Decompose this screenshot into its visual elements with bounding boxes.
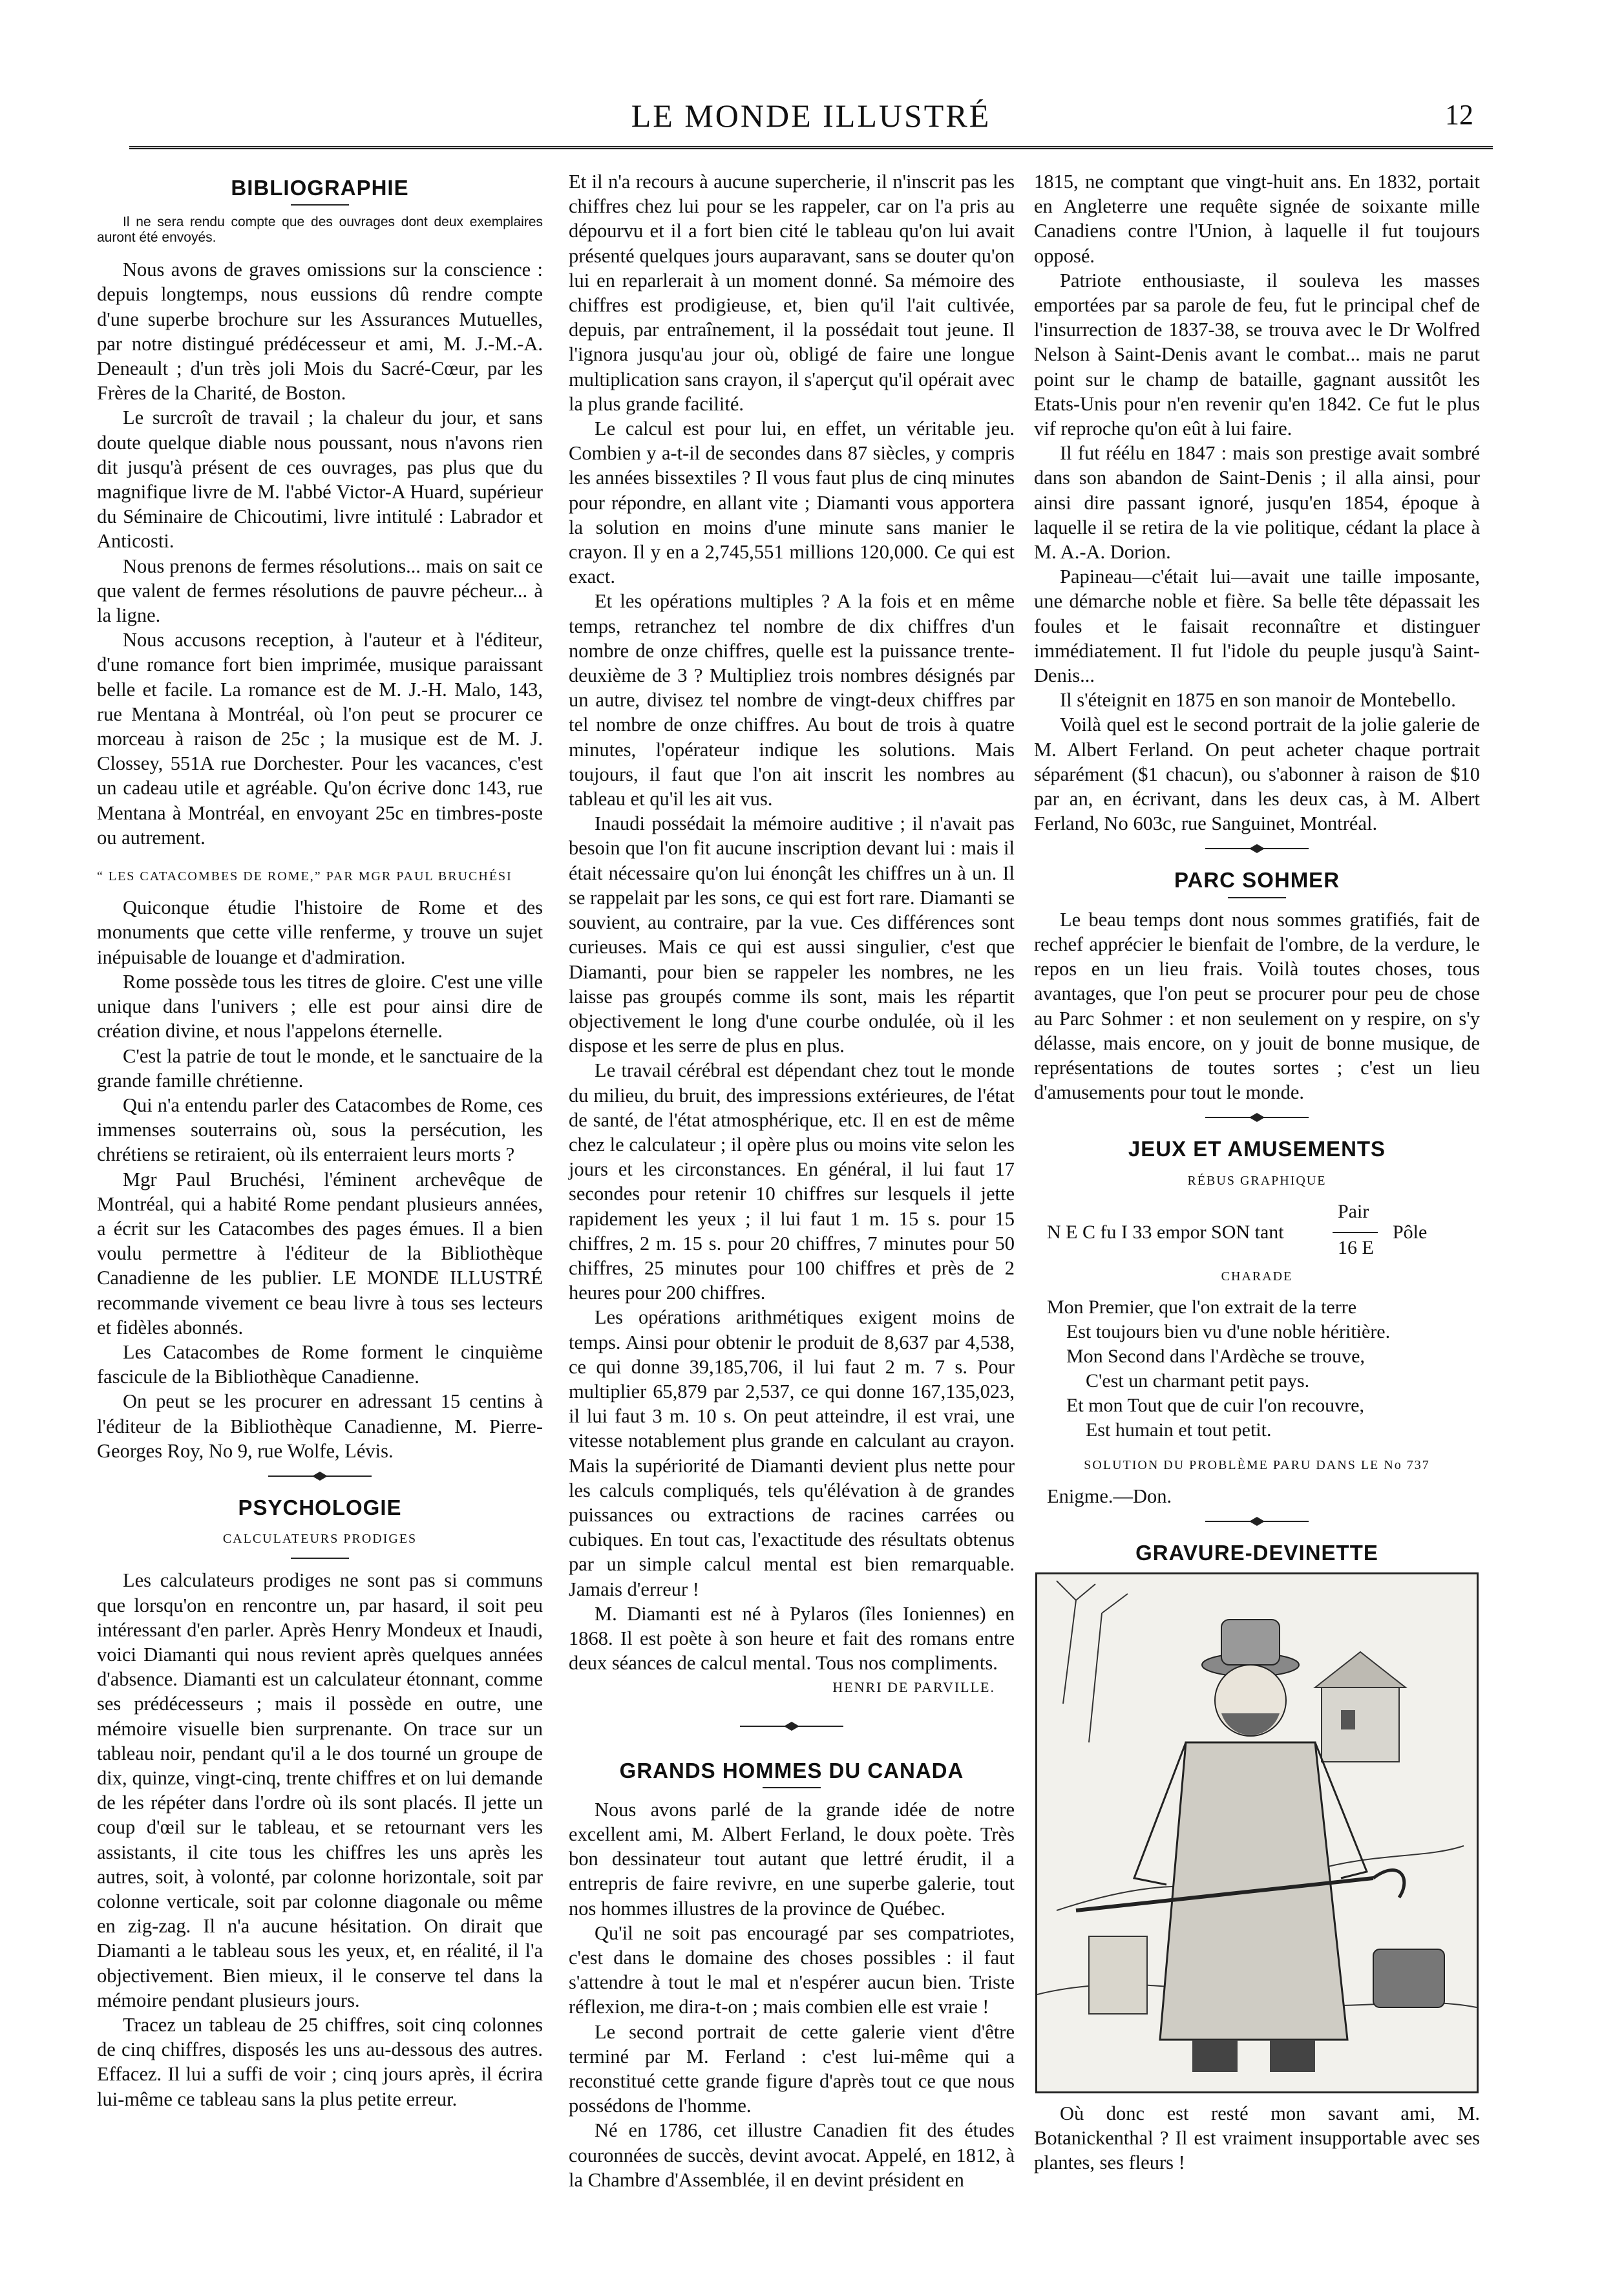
paragraph: M. Diamanti est né à Pylaros (îles Ioniennes) en 1868. Il est poète à son heure et fait des romans entre deux séances de calcul mental. Tous nos compliments. xyxy=(569,1602,1015,1675)
solution-label: SOLUTION DU PROBLÈME PARU DANS LE No 737 xyxy=(1084,1457,1430,1472)
paragraph: Nous avons parlé de la grande idée de notre excellent ami, M. Albert Ferland, le doux poète. Très bon dessinateur tout autant que lettré érudit, il a entrepris de faire revivre, en une superbe galerie, tout nos hommes illustres de la province de Québec. xyxy=(569,1798,1015,1920)
paragraph: Et les opérations multiples ? A la fois et en même temps, retranchez tel nombre de dix chiffres d'un nombre de onze chiffres, quelle est la puissance trente-deuxième de 3 ? Multipliez trois nombres désignés par un autre, divisez tel nombre de vingt-deux chiffres par tel nombre de onze chiffres. Au bout de trois à quatre minutes, l'opérateur indique les solutions. Mais toujours, il faut que l'on ait inscrit les nombres au tableau et qu'il les ait vus. xyxy=(569,590,1015,810)
ornament-icon xyxy=(268,1471,372,1481)
paragraph: Le surcroît de travail ; la chaleur du jour, et sans doute quelque diable nous poussant, nous n'avons rien dit jusqu'à présent de ces ouvrages, pas plus que du magnifique livre de M. l'abbé Victor-A Huard, supérieur du Séminaire de Chicoutimi, livre intitulé : Labrador et Anticosti. xyxy=(97,407,543,553)
paragraph: Patriote enthousiaste, il souleva les masses emportées par sa parole de feu, fut le principal chef de l'insurrection de 1837-38, se trouva avec le Dr Wolfred Nelson à Saint-Denis avant le combat... mais ne parut point sur le champ de bataille, gagnant aussitôt les Etats-Unis pour n'en revenir qu'en 1842. Ce fut le plus vif reproche qu'on eût à lui faire. xyxy=(1034,269,1480,440)
column-2 xyxy=(569,169,1015,2192)
paragraph: Les opérations arithmétiques exigent moins de temps. Ainsi pour obtenir le produit de 8,637 par 4,538, ce qui donne 39,185,706, il lui faut 2 m. 7 s. Pour multiplier 65,879 par 2,537, ce qui donne 167,135,023, il lui faut 3 m. 10 s. On peut atteindre, il est vrai, une vitesse notablement plus grande en calculant au crayon. Mais la supériorité de Diamanti devient plus nette pour les calculs compliqués, tels qu'élévation à de grandes puissances ou extractions de racines carrées ou cubiques. En tout cas, l'exactitude des résultats obtenus par un simple calcul mental est bien remarquable. Jamais d'erreur ! xyxy=(569,1306,1015,1600)
paragraph: Nous avons de graves omissions sur la conscience : depuis longtemps, nous eussions dû rendre compte d'une superbe brochure sur les Assurances Mutuelles, par notre distingué prédécesseur et ami, M. J.-M.-A. Deneault ; d'un très joli Mois du Sacré-Cœur, par les Frères de la Charité, de Boston. xyxy=(97,259,543,405)
paragraph: Tracez un tableau de 25 chiffres, soit cinq colonnes de cinq chiffres, disposés les uns au-dessous des autres. Effacez. Il lui a suffi de voir ; cinq jours après, il écrira lui-même ce tableau sans la plus petite erreur. xyxy=(97,2014,543,2110)
biblio-note: Il ne sera rendu compte que des ouvrages dont deux exemplaires auront été envoyés. xyxy=(97,215,543,246)
charade-poem xyxy=(1034,1295,1480,1443)
ornament-divider xyxy=(1034,836,1480,862)
title-rule xyxy=(763,1787,821,1788)
section-subtitle: CALCULATEURS PRODIGES xyxy=(222,1532,417,1547)
title-rule xyxy=(291,204,349,206)
column-1 xyxy=(97,169,543,2111)
paragraph: Quiconque étudie l'histoire de Rome et des monuments que cette ville renferme, y trouve un sujet inépuisable de louange et d'admiration. xyxy=(97,896,543,968)
poem-line: Et mon Tout que de cuir l'on recouvre, xyxy=(1066,1394,1364,1416)
masthead-title: LE MONDE ILLUSTRÉ xyxy=(631,98,991,134)
paragraph: Le beau temps dont nous sommes gratifiés, fait de rechef apprécier le bienfait de l'ombre, de la verdure, le repos en un lieu frais. Voilà toutes choses, tous avantages, que l'on peut se procurer pour peu de chose au Parc Sohmer : et non seulement on y respire, on s'y délasse, mais encore, on y jouit de bonne musique, de représentations de toutes sortes ; c'est un lieu d'amusements pour tout le monde. xyxy=(1034,908,1480,1104)
paragraph: On peut se les procurer en adressant 15 centins à l'éditeur de la Bibliothèque Canadienne, M. Pierre-Georges Roy, No 9, rue Wolfe, Lévis. xyxy=(97,1390,543,1462)
paragraph: Le travail cérébral est dépendant chez tout le monde du milieu, du bruit, des impressions extérieures, de l'état de santé, de l'état atmosphérique, etc. Il en est de même chez le calculateur ; il opère plus ou moins vite selon les jours et les circonstances. En général, il lui faut 17 secondes pour retenir 10 chiffres sur lesquels il jette rapidement les yeux ; il lui faut 1 m. 15 s. pour 15 chiffres, 2 m. 15 s. pour 20 chiffres, 7 minutes pour 50 chiffres, 25 minutes pour 100 chiffres et près de 2 heures pour 200 chiffres. xyxy=(569,1059,1015,1304)
masthead xyxy=(149,97,1473,139)
ornament-icon xyxy=(740,1721,843,1731)
column-3 xyxy=(1034,169,1480,2175)
illustration-image xyxy=(1037,1574,1477,2091)
paragraph: Les calculateurs prodiges ne sont pas si communs que lorsqu'on en rencontre un, par hasard, il soit peu intéressant d'en parler. Après Henry Mondeux et Inaudi, voici Diamanti qui nous revient après quelques années d'absence. Diamanti est un calculateur étonnant, comme ses prédécesseurs ; mais il possède en outre, une mémoire visuelle bien surprenante. On trace sur un tableau noir, pendant qu'il a le dos tourné un groupe de dix, quinze, vingt-cinq, trente chiffres et on lui demande de les répéter dans l'ordre où ils sont placés. Il jette un coup d'œil sur le tableau, et se retournant vers les assistants, il cite tous les chiffres les uns après les autres, soit, à volonté, par colonne horizontale, soit par colonne verticale, soit par colonne diagonale ou même en zig-zag. Il n'a aucune hésitation. On dirait que Diamanti a le tableau sous les yeux, et, en réalité, il l'a objectivement. Bien mieux, il le conserve tel dans la mémoire pendant plusieurs jours. xyxy=(97,1569,543,2011)
paragraph: Nous prenons de fermes résolutions... mais on sait ce que valent de fermes résolutions de pauvre pécheur... à la ligne. xyxy=(97,555,543,627)
gravure-caption: Où donc est resté mon savant ami, M. Botanickenthal ? Il est vraiment insupportable avec ses plantes, ses fleurs ! xyxy=(1034,2102,1480,2173)
poem-line: Est toujours bien vu d'une noble héritière. xyxy=(1066,1320,1391,1342)
section-title-bibliographie: BIBLIOGRAPHIE xyxy=(231,176,409,200)
rebus-numerator: Pair xyxy=(1338,1200,1369,1222)
paragraph: Le calcul est pour lui, en effet, un véritable jeu. Combien y a-t-il de secondes dans 87 siècles, y compris les années bissextiles ? Il vous faut plus de cinq minutes pour répondre, en allant vite ; Diamanti vous apportera la solution en moins d'une minute sans manier le crayon. Il y en a 2,745,551 millions 120,000. Ce qui est exact. xyxy=(569,418,1015,588)
paragraph: Papineau—c'était lui—avait une taille imposante, une démarche noble et fière. Sa belle tête dépassait les foules et le faisait reconnaître et distinguer immédiatement. Il fut l'idole du peuple jusqu'à Saint-Denis... xyxy=(1034,566,1480,687)
ornament-divider xyxy=(97,1463,543,1489)
charade-label: CHARADE xyxy=(1221,1269,1293,1284)
paragraph: 1815, ne comptant que vingt-huit ans. En 1832, portait en Angleterre une requête signée de soixante mille Canadiens contre l'Union, à laquelle il fut toujours opposé. xyxy=(1034,171,1480,267)
ornament-divider xyxy=(1034,1105,1480,1130)
section-title-jeux: JEUX ET AMUSEMENTS xyxy=(1128,1137,1386,1161)
gravure-illustration xyxy=(1035,1572,1479,2093)
section-title-grands-hommes: GRANDS HOMMES DU CANADA xyxy=(619,1758,964,1782)
rebus-end: Pôle xyxy=(1393,1221,1428,1243)
title-rule xyxy=(1228,897,1286,898)
section-title-psychologie: PSYCHOLOGIE xyxy=(238,1495,402,1519)
paragraph: Il fut réélu en 1847 : mais son prestige avait sombré dans son abandon de Saint-Denis ; il alla ainsi, pour ainsi dire passant ignoré, jusqu'en 1854, époque à laquelle il se retira de la vie politique, cédant la place à M. A.-A. Dorion. xyxy=(1034,442,1480,564)
paragraph: Les Catacombes de Rome forment le cinquième fascicule de la Bibliothèque Canadienne. xyxy=(97,1340,543,1388)
paragraph: Inaudi possédait la mémoire auditive ; il n'avait pas besoin que l'on fit aucune inscription devant lui : mais il était nécessaire qu'on lui énonçât les chiffres un à un. Il se rappelait par les sons, ce qui est fort rare. Diamanti se souvient, au contraire, par la vue. Ces différences sont curieuses. Mais ce qui est aussi singulier, c'est que Diamanti, pour bien se rappeler les nombres, ne les laisse pas groupés comme ils sont, mais les répartit objectivement le long d'une courbe ondulée, où il les dispose et les serre de plus en plus. xyxy=(569,812,1015,1057)
fraction-bar xyxy=(1333,1232,1378,1233)
paragraph: Rome possède tous les titres de gloire. C'est une ville unique dans l'univers ; elle est pour ainsi dire de création divine, et nous l'appelons éternelle. xyxy=(97,970,543,1042)
ornament-divider xyxy=(569,1700,1015,1752)
catacombes-heading: “ LES CATACOMBES DE ROME,” PAR MGR PAUL BRUCHÉSI xyxy=(97,869,512,884)
section-title-parc-sohmer: PARC SOHMER xyxy=(1174,868,1340,893)
masthead-rule xyxy=(129,146,1493,151)
ornament-icon xyxy=(1205,1112,1309,1123)
poem-line: C'est un charmant petit pays. xyxy=(1086,1370,1310,1391)
poem-line: Mon Premier, que l'on extrait de la terre xyxy=(1047,1296,1357,1318)
paragraph: Voilà quel est le second portrait de la jolie galerie de M. Albert Ferland. On peut acheter chaque portrait séparément ($1 chacun), ou s'abonner à raison de $10 par an, en écrivant, dans les deux cas, à M. Albert Ferland, No 603c, rue Sanguinet, Montréal. xyxy=(1034,714,1480,835)
paragraph: Qui n'a entendu parler des Catacombes de Rome, ces immenses souterrains où, sous la persécution, les chrétiens se retiraient, où ils enterraient leurs morts ? xyxy=(97,1094,543,1166)
poem-line: Est humain et tout petit. xyxy=(1086,1419,1272,1441)
rebus-puzzle xyxy=(1034,1200,1480,1258)
poem-line: Mon Second dans l'Ardèche se trouve, xyxy=(1066,1345,1365,1367)
paragraph: Nous accusons reception, à l'auteur et à l'éditeur, d'une romance fort bien imprimée, musique paraissant belle et facile. La romance est de M. J.-H. Malo, 143, rue Mentana à Montréal, où l'on peut se procurer ce morceau à raison de 25c ; la musique est de M. J. Clossey, 551A rue Dorchester. Pour les vacances, c'est un cadeau utile et agréable. Qu'on écrive donc 143, rue Mentana à Montréal, en envoyant 25c en timbres-poste ou autrement. xyxy=(97,629,543,849)
rebus-denominator: 16 E xyxy=(1338,1236,1374,1258)
paragraph: Né en 1786, cet illustre Canadien fit des études couronnées de succès, devint avocat. Appelé, en 1812, à la Chambre d'Assemblée, il en devint président en xyxy=(569,2119,1015,2191)
paragraph: Et il n'a recours à aucune supercherie, il n'inscrit pas les chiffres chez lui pour se les rappeler, car on l'a pris au dépourvu et il a fort bien cité le tableau qu'on lui avait présenté quelques jours auparavant, sans se douter qu'on lui en reparlerait à un moment donné. Sa mémoire des chiffres est prodigieuse, et, bien qu'il l'ait cultivée, depuis, par entraînement, il la possédait tout jeune. Il l'ignora jusqu'au jour où, obligé de faire une longue multiplication sans crayon, il s'aperçut qu'il opérait avec la plus grande facilité. xyxy=(569,171,1015,415)
ornament-icon xyxy=(1205,843,1309,854)
paragraph: Qu'il ne soit pas encouragé par ses compatriotes, c'est dans le domaine des choses possibles : il faut s'attendre à tout le mal et n'espérer aucun bien. Triste réflexion, me dira-t-on ; mais combien elle est vraie ! xyxy=(569,1921,1015,2018)
paragraph: C'est la patrie de tout le monde, et le sanctuaire de la grande famille chrétienne. xyxy=(97,1044,543,1092)
paragraph: Mgr Paul Bruchési, l'éminent archevêque de Montréal, qui a habité Rome pendant plusieurs années, a écrit sur les Catacombes des pages émues. Il a bien voulu permettre à l'éditeur de la Bibliothèque Canadienne de les publier. LE MONDE ILLUSTRÉ recommande vivement ce beau livre à tous ses lecteurs et fidèles abonnés. xyxy=(97,1168,543,1338)
ornament-icon xyxy=(1205,1516,1309,1527)
ornament-divider xyxy=(1034,1508,1480,1534)
paragraph: Il s'éteignit en 1875 en son manoir de Montebello. xyxy=(1060,689,1456,712)
paragraph: Le second portrait de cette galerie vient d'être terminé par M. Ferland : c'est lui-même qui a reconstitué cette grande figure d'après tout ce que nous possédons de l'homme. xyxy=(569,2020,1015,2117)
rebus-text: N E C fu I 33 empor SON tant xyxy=(1047,1221,1284,1243)
page-number: 12 xyxy=(1445,99,1473,131)
solution-text: Enigme.—Don. xyxy=(1047,1485,1172,1508)
section-title-gravure: GRAVURE-DEVINETTE xyxy=(1135,1541,1378,1565)
title-rule xyxy=(291,1558,349,1559)
author-signature: HENRI DE PARVILLE. xyxy=(832,1679,995,1696)
rebus-label: RÉBUS GRAPHIQUE xyxy=(1187,1173,1327,1188)
